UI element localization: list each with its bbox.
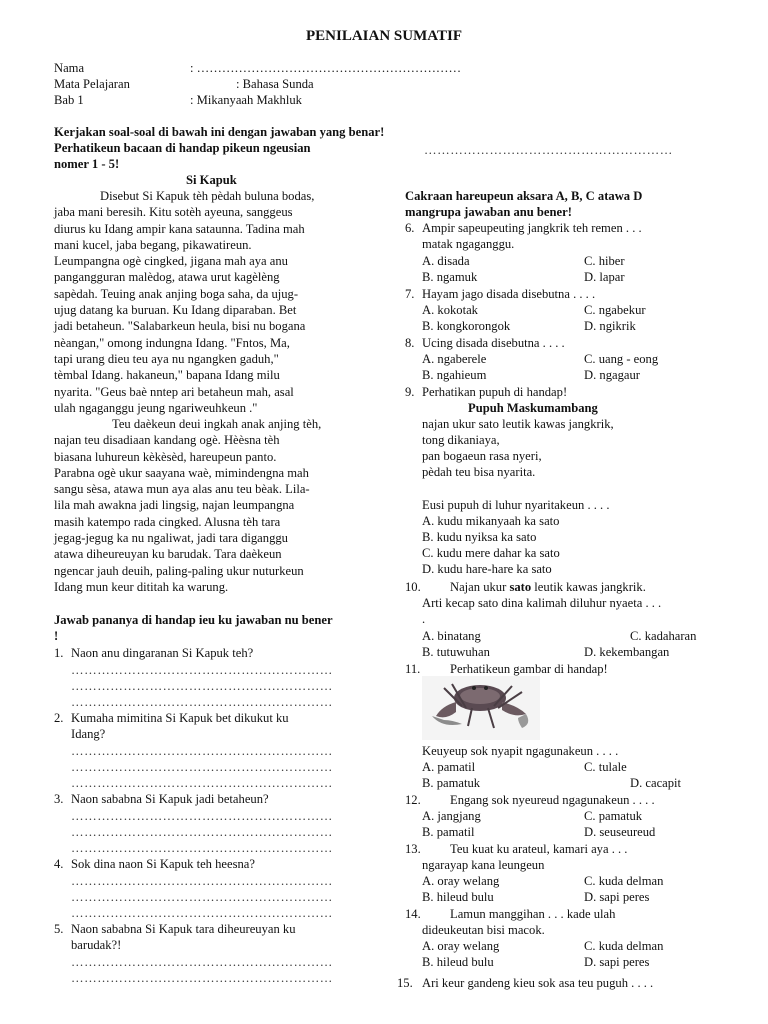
q6-option-c[interactable]: C. hiber bbox=[584, 254, 625, 268]
instruction-reading: Perhatikeun bacaan di handap pikeun ngeusian bbox=[54, 141, 311, 155]
q10-option-b[interactable]: B. tutuwuhan bbox=[422, 645, 490, 659]
answer-line[interactable]: …………………………………………………… bbox=[71, 776, 333, 790]
essay-heading-end: ! bbox=[54, 629, 59, 643]
story-line: mani kucel, jaba begang, pikawatireun. bbox=[54, 237, 252, 252]
essay-question-number: 3. bbox=[54, 792, 64, 806]
q11-option-a[interactable]: A. pamatil bbox=[422, 760, 476, 774]
q12-option-b[interactable]: B. pamatil bbox=[422, 825, 475, 839]
q9-option-b[interactable]: B. kudu nyiksa ka sato bbox=[422, 530, 537, 544]
q7-option-c[interactable]: C. ngabekur bbox=[584, 303, 646, 317]
essay-question-number: 5. bbox=[54, 922, 64, 936]
q8-number: 8. bbox=[405, 336, 415, 350]
q11-option-d[interactable]: D. cacapit bbox=[630, 776, 682, 790]
instruction-main: Kerjakan soal-soal di bawah ini dengan jawaban yang benar! bbox=[54, 125, 385, 139]
q7-number: 7. bbox=[405, 287, 415, 301]
essay-question-number: 4. bbox=[54, 857, 64, 871]
poem-title: Pupuh Maskumambang bbox=[468, 401, 598, 415]
essay-question-text: Sok dina naon Si Kapuk teh heesna? bbox=[71, 857, 255, 871]
story-line: Idang mun keur dititah ka warung. bbox=[54, 579, 229, 594]
q14-number: 14. bbox=[405, 907, 421, 921]
answer-line[interactable]: …………………………………………………… bbox=[71, 955, 333, 969]
q14-option-b[interactable]: B. hileud bulu bbox=[422, 955, 494, 969]
story-title: Si Kapuk bbox=[186, 173, 237, 187]
q7-option-b[interactable]: B. kongkorongok bbox=[422, 319, 511, 333]
q15-number: 15. bbox=[397, 976, 413, 990]
instruction-dots: ………………………………………………… bbox=[424, 143, 673, 157]
q10-option-c[interactable]: C. kadaharan bbox=[630, 629, 697, 643]
q10-text-3: . bbox=[422, 612, 426, 626]
answer-line[interactable]: …………………………………………………… bbox=[71, 744, 333, 758]
q13-option-a[interactable]: A. oray welang bbox=[422, 874, 500, 888]
subject-label: Mata Pelajaran bbox=[54, 77, 130, 91]
answer-line[interactable]: …………………………………………………… bbox=[71, 679, 333, 693]
story-line: tapi urang dieu teu aya nu ngangken gaduh," bbox=[54, 351, 279, 366]
q10-text bbox=[450, 579, 646, 595]
story-line: Disebut Si Kapuk tèh pèdah buluna bodas, bbox=[100, 189, 315, 203]
q8-option-a[interactable]: A. ngaberele bbox=[422, 352, 487, 366]
chapter-value: : Mikanyaah Makhluk bbox=[190, 93, 302, 107]
story-line: nyarita. "Geus baè nntep ari betaheun mah, asal bbox=[54, 384, 294, 399]
story-line: pangangguran malèdog, atawa urut kagèlèng bbox=[54, 270, 280, 285]
story-line: Teu daèkeun deui ingkah anak anjing tèh, bbox=[112, 417, 322, 431]
q7-option-d[interactable]: D. ngikrik bbox=[584, 319, 636, 333]
q14-option-c[interactable]: C. kuda delman bbox=[584, 939, 664, 953]
story-line: nèangan," omong indungna Idang. "Fntos, Ma, bbox=[54, 335, 290, 350]
q10-text-c: leutik kawas jangkrik. bbox=[531, 580, 646, 594]
answer-line[interactable]: …………………………………………………… bbox=[71, 874, 333, 888]
answer-line[interactable]: …………………………………………………… bbox=[71, 890, 333, 904]
q10-option-a[interactable]: A. binatang bbox=[422, 629, 481, 643]
q14-text: Lamun manggihan . . . kade ulah bbox=[450, 907, 616, 921]
story-line: Leumpangna ogè cingked, jigana mah aya anu bbox=[54, 254, 288, 269]
q14-text-2: dideukeutan bisi macok. bbox=[422, 923, 545, 937]
q11-text: Perhatikeun gambar di handap! bbox=[450, 662, 608, 676]
story-line: ujug datang ka buruan. Ku Idang diparaban. Bet bbox=[54, 303, 297, 318]
q13-text-2: ngarayap kana leungeun bbox=[422, 858, 545, 872]
story-line: sangu sèsa, atawa mun aya alas anu teu bèak. Lila- bbox=[54, 482, 310, 497]
q9-question: Eusi pupuh di luhur nyaritakeun . . . . bbox=[422, 498, 610, 512]
answer-line[interactable]: …………………………………………………… bbox=[71, 695, 333, 709]
q9-text: Perhatikan pupuh di handap! bbox=[422, 385, 568, 399]
q9-number: 9. bbox=[405, 385, 415, 399]
essay-question-text: Kumaha mimitina Si Kapuk bet dikukut ku bbox=[71, 711, 289, 725]
q7-text: Hayam jago disada disebutna . . . . bbox=[422, 287, 596, 301]
crab-image bbox=[422, 676, 540, 740]
story-line: tèmbal Idang. hakaneun," bapana Idang milu bbox=[54, 368, 280, 383]
name-label: Nama bbox=[54, 61, 85, 75]
answer-line[interactable]: …………………………………………………… bbox=[71, 809, 333, 823]
answer-line[interactable]: …………………………………………………… bbox=[71, 971, 333, 985]
q12-option-c[interactable]: C. pamatuk bbox=[584, 809, 643, 823]
q12-number: 12. bbox=[405, 793, 421, 807]
q13-option-d[interactable]: D. sapi peres bbox=[584, 890, 650, 904]
q10-text-a: Najan ukur bbox=[450, 580, 510, 594]
story-paragraph-1 bbox=[54, 188, 314, 416]
poem-line: pèdah teu bisa nyarita. bbox=[422, 465, 536, 479]
q6-text: Ampir sapeupeuting jangkrik teh remen . . . bbox=[422, 221, 642, 235]
name-value: : ……………………………………………………… bbox=[190, 61, 462, 75]
q9-option-d[interactable]: D. kudu hare-hare ka sato bbox=[422, 562, 552, 576]
essay-question-number: 1. bbox=[54, 646, 64, 660]
q6-text-2: matak ngaganggu. bbox=[422, 237, 515, 251]
q7-option-a[interactable]: A. kokotak bbox=[422, 303, 478, 317]
q13-option-b[interactable]: B. hileud bulu bbox=[422, 890, 494, 904]
instruction-reading-range: nomer 1 - 5! bbox=[54, 157, 120, 171]
essay-question-text: barudak?! bbox=[71, 938, 122, 952]
q11-number: 11. bbox=[405, 662, 421, 676]
poem-line: pan bogaeun rasa nyeri, bbox=[422, 449, 542, 463]
answer-line[interactable]: …………………………………………………… bbox=[71, 663, 333, 677]
chapter-label: Bab 1 bbox=[54, 93, 84, 107]
story-line: diurus ku Idang ampir kana sataunna. Tadina mah bbox=[54, 221, 305, 236]
q10-keyword: sato bbox=[509, 580, 532, 594]
q14-option-a[interactable]: A. oray welang bbox=[422, 939, 500, 953]
q6-option-a[interactable]: A. disada bbox=[422, 254, 470, 268]
q11-question: Keuyeup sok nyapit ngagunakeun . . . . bbox=[422, 744, 619, 758]
q11-option-b[interactable]: B. pamatuk bbox=[422, 776, 481, 790]
story-line: masih katempo rada cingked. Alusna tèh tara bbox=[54, 514, 281, 529]
q12-option-a[interactable]: A. jangjang bbox=[422, 809, 481, 823]
story-line: jegag-jegug ka nu ngaliwat, jadi tara diganggu bbox=[54, 531, 288, 546]
q10-text-2: Arti kecap sato dina kalimah diluhur nyaeta . . . bbox=[422, 596, 662, 610]
essay-question-number: 2. bbox=[54, 711, 64, 725]
answer-line[interactable]: …………………………………………………… bbox=[71, 760, 333, 774]
q11-option-c[interactable]: C. tulale bbox=[584, 760, 627, 774]
q8-text: Ucing disada disebutna . . . . bbox=[422, 336, 565, 350]
story-line: jaba mani beresih. Kitu sotèh ayeuna, sanggeus bbox=[54, 205, 293, 220]
q14-option-d[interactable]: D. sapi peres bbox=[584, 955, 650, 969]
story-line: lila mah awakna jadi lingsig, najan leumpangna bbox=[54, 498, 295, 513]
poem-line: tong dikaniaya, bbox=[422, 433, 500, 447]
essay-question-text: Naon anu dingaranan Si Kapuk teh? bbox=[71, 646, 254, 660]
q10-option-d[interactable]: D. kekembangan bbox=[584, 645, 670, 659]
q13-number: 13. bbox=[405, 842, 421, 856]
essay-question-text: Naon sababna Si Kapuk jadi betaheun? bbox=[71, 792, 269, 806]
story-paragraph-2 bbox=[54, 416, 321, 595]
story-line: ngencar jauh deuih, paling-paling ukur nuturkeun bbox=[54, 563, 304, 578]
q13-option-c[interactable]: C. kuda delman bbox=[584, 874, 664, 888]
q6-option-b[interactable]: B. ngamuk bbox=[422, 270, 478, 284]
story-line: najan teu disadiaan kandang ogè. Hèèsna tèh bbox=[54, 433, 280, 448]
answer-line[interactable]: …………………………………………………… bbox=[71, 906, 333, 920]
poem-line: najan ukur sato leutik kawas jangkrik, bbox=[422, 417, 614, 431]
q9-option-c[interactable]: C. kudu mere dahar ka sato bbox=[422, 546, 560, 560]
q8-option-c[interactable]: C. uang - eong bbox=[584, 352, 659, 366]
essay-question-text: Naon sababna Si Kapuk tara diheureuyan ku bbox=[71, 922, 296, 936]
mc-heading-2: mangrupa jawaban anu bener! bbox=[405, 205, 572, 219]
essay-question-text: Idang? bbox=[71, 727, 106, 741]
q12-text: Engang sok nyeureud ngagunakeun . . . . bbox=[450, 793, 655, 807]
story-line: ulah ngaganggu jeung ngariweuhkeun ." bbox=[54, 400, 258, 415]
essay-heading: Jawab pananya di handap ieu ku jawaban nu bener bbox=[54, 613, 333, 627]
answer-line[interactable]: …………………………………………………… bbox=[71, 825, 333, 839]
q9-option-a[interactable]: A. kudu mikanyaah ka sato bbox=[422, 514, 560, 528]
answer-line[interactable]: …………………………………………………… bbox=[71, 841, 333, 855]
page-title: PENILAIAN SUMATIF bbox=[306, 28, 462, 44]
q8-option-b[interactable]: B. ngahieum bbox=[422, 368, 487, 382]
story-line: atawa diheureuyan ku barudak. Tara daèkeun bbox=[54, 547, 282, 562]
q15-text: Ari keur gandeng kieu sok asa teu puguh . . . . bbox=[422, 976, 654, 990]
q8-option-d[interactable]: D. ngagaur bbox=[584, 368, 640, 382]
q6-number: 6. bbox=[405, 221, 415, 235]
story-line: jadi betaheun. "Salabarkeun heula, bisi nu bogana bbox=[54, 319, 306, 334]
story-line: biasana luhureun kèkèsèd, hareupeun panto. bbox=[54, 449, 277, 464]
q13-text: Teu kuat ku arateul, kamari aya . . . bbox=[450, 842, 628, 856]
story-line: Parabna ogè ukur saayana waè, mimindengna mah bbox=[54, 465, 309, 480]
story-line: sapèdah. Teuing anak anjing boga saha, da ujug- bbox=[54, 286, 299, 301]
q10-number: 10. bbox=[405, 580, 421, 594]
subject-value: : Bahasa Sunda bbox=[236, 77, 314, 91]
q6-option-d[interactable]: D. lapar bbox=[584, 270, 625, 284]
mc-heading: Cakraan hareupeun aksara A, B, C atawa D bbox=[405, 189, 643, 203]
q12-option-d[interactable]: D. seuseureud bbox=[584, 825, 656, 839]
